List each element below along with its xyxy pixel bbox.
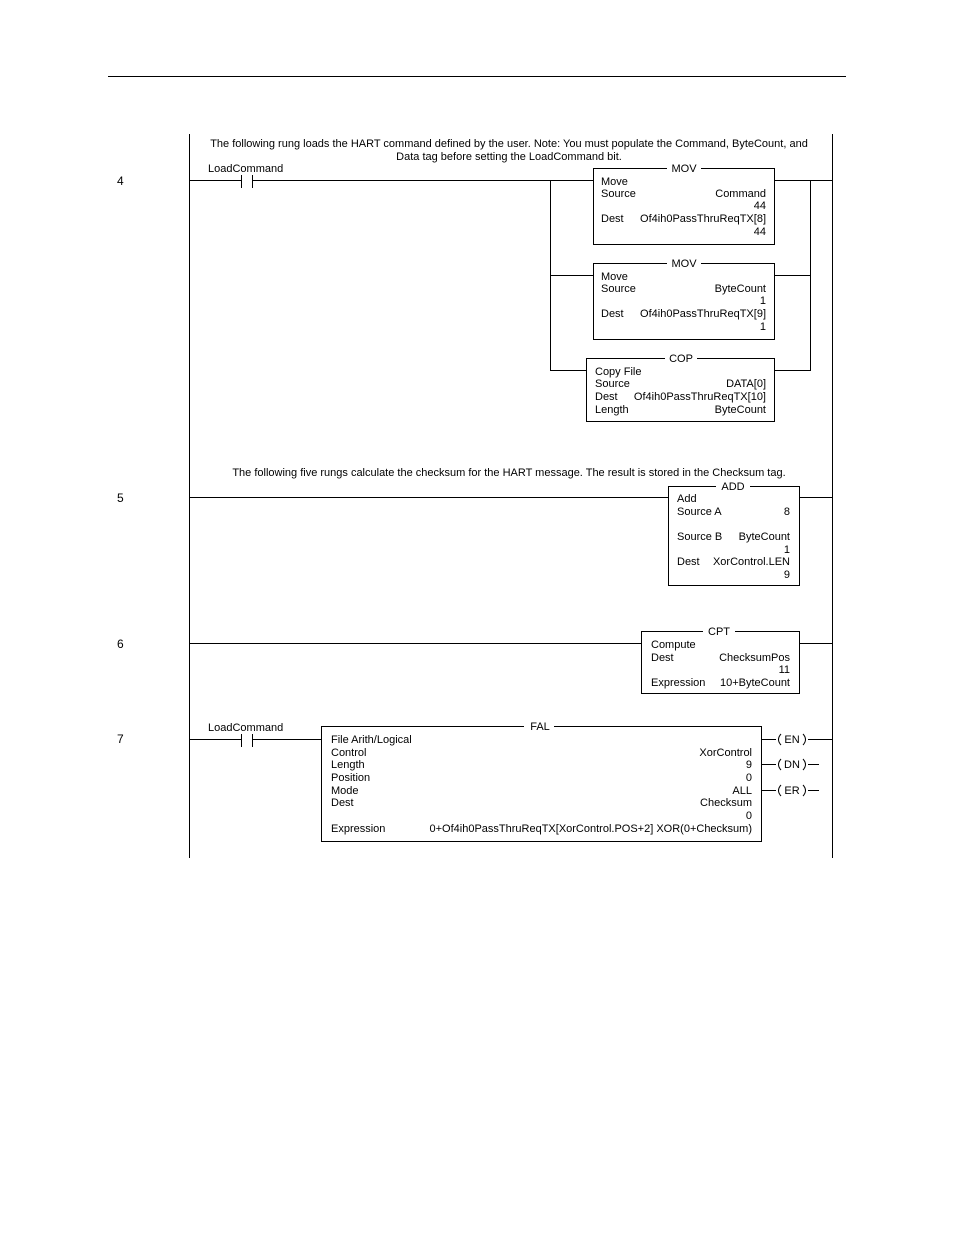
instruction-title: Move [601, 176, 628, 188]
field-value: Of4ih0PassThruReqTX[8] [640, 213, 766, 225]
rung-7[interactable] [117, 721, 832, 842]
field-value: 10+ByteCount [719, 677, 790, 689]
field-value: Of4ih0PassThruReqTX[10] [633, 391, 766, 403]
field-label: Dest [595, 391, 618, 403]
rung-5[interactable] [117, 467, 832, 586]
field-live-value: 44 [753, 226, 766, 238]
field-label: Mode [331, 785, 359, 797]
field-value: XorControl [699, 747, 752, 759]
field-live-value: 9 [783, 569, 790, 581]
field-live-value: 1 [759, 295, 766, 307]
rung-number: 4 [117, 174, 124, 188]
field-label: Source B [677, 531, 723, 543]
rung-number: 6 [117, 637, 124, 651]
field-label: Expression [651, 677, 706, 689]
fal-instruction[interactable] [322, 721, 762, 842]
instruction-type: ADD [721, 481, 745, 493]
rung-number: 7 [117, 732, 124, 746]
xic-contact[interactable] [190, 175, 551, 188]
field-live-value: 1 [783, 544, 790, 556]
add-instruction[interactable] [669, 481, 800, 586]
rung-comment-line-1: The following five rungs calculate the checksum for the HART message. The result is stored in the Checksum tag. [232, 467, 786, 479]
output-label: ER [784, 785, 800, 797]
instruction-title: File Arith/Logical [331, 734, 412, 746]
field-label: Source [595, 378, 630, 390]
field-value: Of4ih0PassThruReqTX[9] [640, 308, 766, 320]
mov-instruction-1[interactable] [594, 163, 775, 245]
field-value: ByteCount [738, 531, 790, 543]
field-label: Dest [601, 213, 624, 225]
instruction-title: Move [601, 271, 628, 283]
en-output[interactable] [762, 734, 832, 746]
field-value: ByteCount [714, 283, 766, 295]
cpt-instruction[interactable] [642, 626, 800, 694]
field-value: DATA[0] [726, 378, 766, 390]
rung-6[interactable] [117, 626, 832, 694]
field-value: Checksum [700, 797, 752, 809]
contact-tag: LoadCommand [208, 722, 284, 734]
field-value: ChecksumPos [719, 652, 790, 664]
field-label: Source A [677, 506, 722, 518]
field-value: 0+Of4ih0PassThruReqTX[XorControl.POS+2] XOR(0+Checksum) [429, 823, 752, 835]
instruction-type: MOV [671, 258, 697, 270]
field-live-value: 0 [745, 810, 752, 822]
field-label: Dest [677, 556, 700, 568]
field-label: Expression [331, 823, 386, 835]
field-label: Length [331, 759, 365, 771]
mov-instruction-2[interactable] [594, 258, 775, 340]
field-value: ALL [732, 785, 752, 797]
rung-comment-line-2: Data tag before setting the LoadCommand bit. [396, 151, 622, 163]
field-value: 0 [745, 772, 752, 784]
field-value: ByteCount [714, 404, 766, 416]
er-output[interactable] [762, 785, 819, 797]
field-live-value: 44 [753, 200, 766, 212]
output-label: EN [784, 734, 800, 746]
output-label: DN [784, 759, 800, 771]
cop-instruction[interactable] [587, 353, 775, 422]
contact-tag: LoadCommand [208, 163, 284, 175]
field-label: Source [601, 188, 636, 200]
rung-comment-line-1: The following rung loads the HART command defined by the user. Note: You must populate the Command, ByteCount, and [210, 138, 808, 150]
instruction-title: Compute [651, 639, 696, 651]
field-value: 9 [745, 759, 752, 771]
instruction-type: FAL [530, 721, 550, 733]
field-label: Length [595, 404, 629, 416]
field-label: Dest [331, 797, 354, 809]
instruction-title: Add [677, 493, 697, 505]
field-label: Dest [651, 652, 674, 664]
field-label: Source [601, 283, 636, 295]
field-live-value: 1 [759, 321, 766, 333]
field-value: 8 [783, 506, 790, 518]
rung-4[interactable] [117, 138, 832, 422]
instruction-title: Copy File [595, 366, 642, 378]
field-value: Command [715, 188, 766, 200]
instruction-type: MOV [671, 163, 697, 175]
instruction-type: CPT [708, 626, 730, 638]
rung-number: 5 [117, 491, 124, 505]
field-label: Control [331, 747, 367, 759]
dn-output[interactable] [762, 759, 819, 771]
instruction-type: COP [669, 353, 693, 365]
field-live-value: 11 [778, 664, 790, 676]
field-value: XorControl.LEN [712, 556, 790, 568]
field-label: Dest [601, 308, 624, 320]
xic-contact[interactable] [190, 734, 322, 747]
field-label: Position [331, 772, 371, 784]
